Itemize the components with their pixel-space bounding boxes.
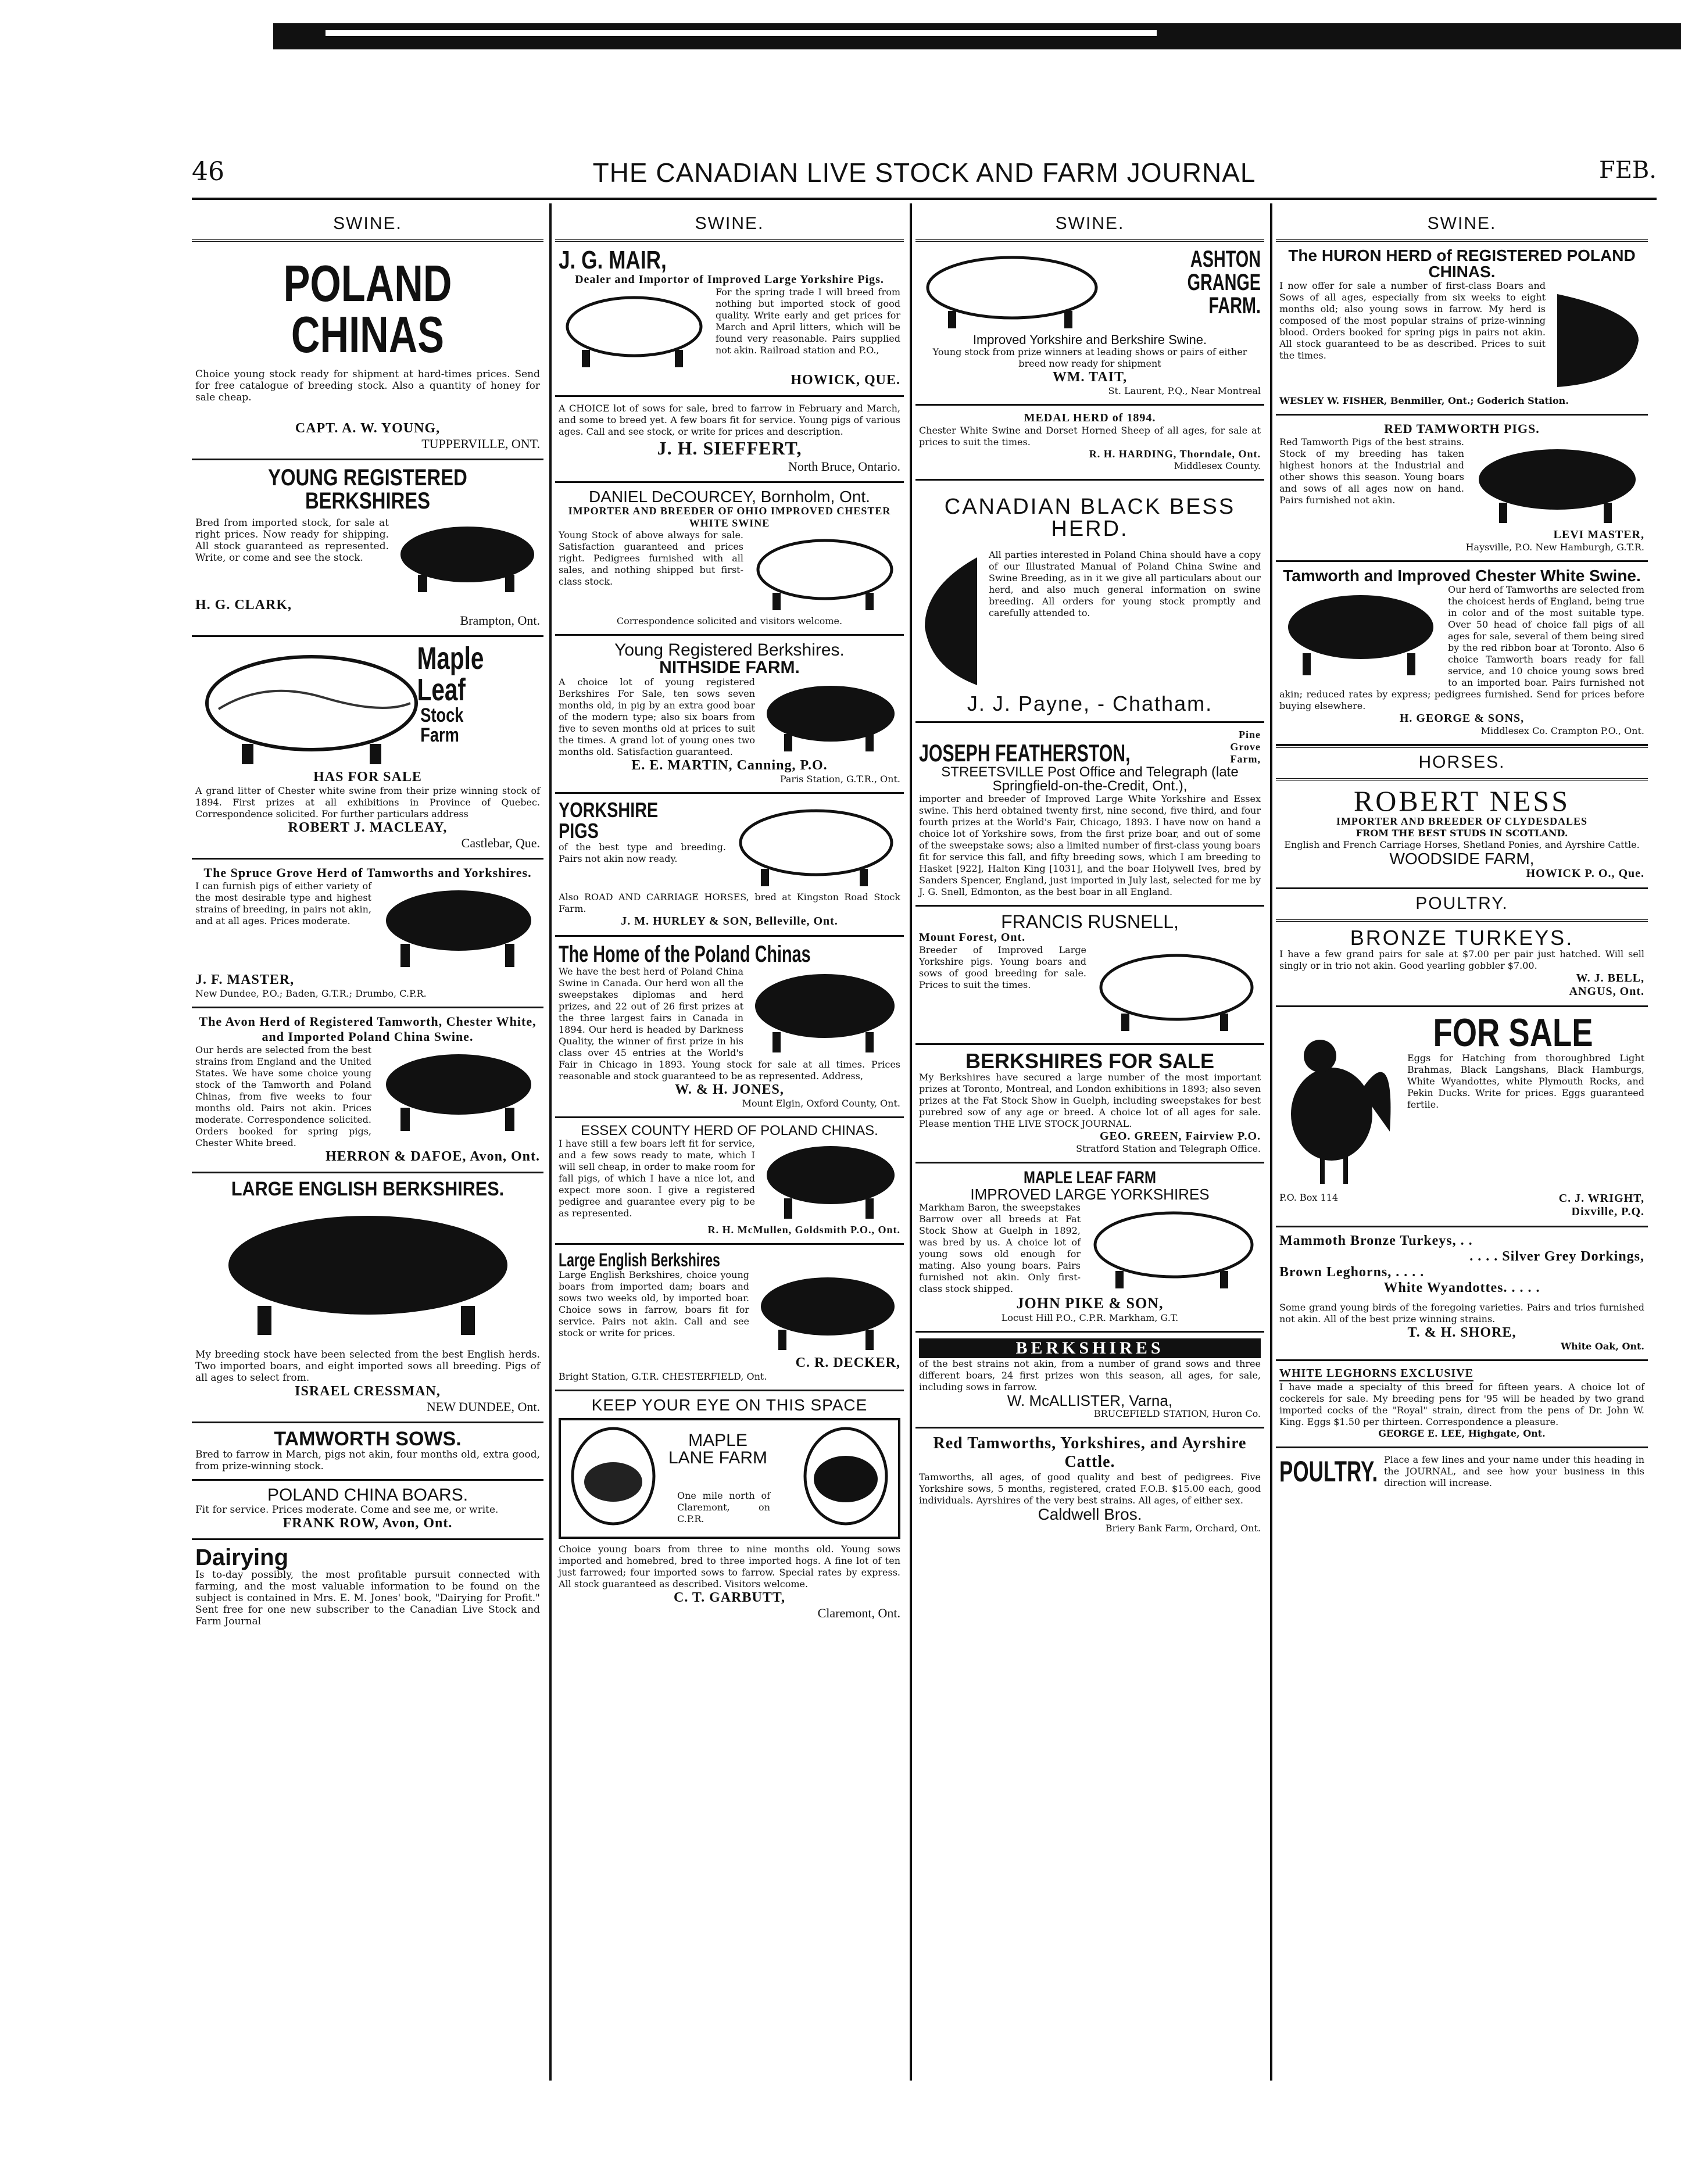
black-pig-illustration — [761, 679, 900, 754]
ad-poultry-space — [1276, 1448, 1648, 1496]
column-rule-1 — [549, 203, 552, 2081]
ad-headline: The Avon Herd of Registered Tamworth, Chester White, and Imported Poland China Swine. — [199, 1014, 537, 1044]
advertiser-name: FRANCIS RUSNELL, — [1001, 911, 1179, 932]
ad-headline: ASHTON GRANGE FARM. — [1187, 246, 1261, 318]
advertiser-name: R. H. HARDING, Thorndale, Ont. — [1089, 448, 1261, 460]
ad-body: I have a few grand pairs for sale at $7.00 per pair just hatched. Will sell singly or in trio not akin. Good yearling gobbler $7.00. — [1279, 948, 1644, 971]
ad-headline: MAPLE LEAF FARM — [1024, 1168, 1156, 1187]
ad-huron-herd — [1276, 242, 1648, 416]
advertiser-name: C. J. WRIGHT, — [1558, 1192, 1644, 1205]
ad-headline: BERKSHIRES FOR SALE — [965, 1049, 1215, 1073]
column-rule-3 — [1270, 203, 1272, 2081]
advertiser-name: J. M. HURLEY & SON, Belleville, Ont. — [621, 915, 838, 928]
column-1 — [192, 209, 543, 2069]
advertiser-place: HOWICK, QUE. — [791, 373, 900, 388]
ad-body: Young Stock of above always for sale. Satisfaction guaranteed and prices right. Pedigrees furnished with all sales, and nothing shipped but first-class stock. — [559, 529, 743, 587]
ad-headline: JOSEPH FEATHERSTON, — [919, 739, 1131, 767]
ad-headline: FOR SALE — [1433, 1011, 1593, 1055]
ad-subhead: STREETSVILLE Post Office and Telegraph (late Springfield-on-the-Credit, Ont.), — [941, 764, 1239, 794]
journal-title: THE CANADIAN LIVE STOCK AND FARM JOURNAL — [592, 157, 1256, 188]
white-pig-illustration — [1086, 1204, 1261, 1291]
black-pig-illustration — [1279, 586, 1442, 679]
advertiser-name: FRANK ROW, Avon, Ont. — [282, 1516, 453, 1531]
round-pig-medallion-right — [799, 1424, 892, 1528]
stock-farm-word: Stock Farm — [420, 704, 464, 746]
maple-lane-emblem — [559, 1418, 900, 1539]
ad-francis-rusnell — [915, 907, 1264, 1045]
ad-body: of the best strains not akin, from a number of grand sows and three different boars, 24 first prizes won this season, all ages, for sale, including sows in farrow. — [919, 1358, 1261, 1392]
ad-headline: The HURON HERD of REGISTERED POLAND CHINAS. — [1288, 246, 1636, 281]
black-pig-illustration — [761, 1140, 900, 1222]
ad-sieffert — [555, 397, 904, 483]
ad-poland-chinas — [192, 242, 543, 460]
ad-headline: TAMWORTH SOWS. — [274, 1428, 462, 1450]
ad-headline: ROBERT NESS — [1353, 785, 1571, 817]
ad-body-2: Also ROAD AND CARRIAGE HORSES, bred at Kingston Road Stock Farm. — [559, 891, 900, 914]
ad-body: Eggs for Hatching from thoroughbred Light Brahmas, Black Langshans, Black Hamburgs, White Wyandottes, white Plymouth Rocks, and Pekin Ducks. Write for prices. Eggs guaranteed fertile. — [1407, 1052, 1644, 1110]
ad-body: Bred from imported stock, for sale at right prices. Now ready for shipping. All stock guaranteed as represented. Write, or come and see the stock. — [195, 517, 389, 564]
black-pig-illustration — [1470, 439, 1644, 526]
advertiser-place: New Dundee, P.O.; Baden, G.T.R.; Drumbo, C.P.R. — [195, 988, 427, 999]
maple-word: Maple — [417, 641, 484, 676]
advertiser-name: W. McALLISTER, Varna, — [1007, 1392, 1173, 1409]
page-header — [192, 157, 1657, 192]
ad-body: We have the best herd of Poland China Swine in Canada. Our herd won all the sweepstakes diplomas and herd prizes, and 22 out of 26 first prizes at the three largest fairs in Canada in 1894. Our herd is headed by Darkness Quality, the winner of first prize in his class over 45 entries at the World's Fair in Chicago in 1893. Young stock for sale at all times. Prices reasonable and stock guaranteed to be as represented. Address, — [559, 966, 900, 1082]
ad-body: Choice young stock ready for shipment at hard-times prices. Send for free catalogue of breeding stock. Also a quantity of honey for sale cheap. — [195, 368, 540, 403]
ad-headline: POULTRY. — [1279, 1455, 1378, 1488]
ad-body: Bred to farrow in March, pigs not akin, four months old, extra good, from prize-winning stock. — [195, 1449, 540, 1472]
ad-footer: Correspondence solicited and visitors welcome. — [616, 615, 843, 626]
advertiser-name: Caldwell Bros. — [1038, 1505, 1142, 1523]
column-3 — [915, 209, 1264, 2069]
ad-maple-leaf-farm — [915, 1163, 1264, 1333]
advertiser-name: W. & H. JONES, — [675, 1082, 784, 1097]
ad-body: A CHOICE lot of sows for sale, bred to farrow in February and March, and some to breed yet. A few boars fit for service. Young pigs of various ages. Call and see stock, or write for prices and description. — [559, 403, 900, 437]
white-pig-illustration — [1092, 947, 1261, 1034]
advertiser-place: Paris Station, G.T.R., Ont. — [779, 774, 900, 785]
advertiser-name: GEORGE E. LEE, Highgate, Ont. — [1378, 1428, 1546, 1439]
ad-white-leghorns — [1276, 1361, 1648, 1448]
ad-body: For the spring trade I will breed from nothing but imported stock of good quality. Write early and get prices for March and April litters, which will be found very reasonable. Pairs supplied not akin. Railroad station and P.O., — [716, 287, 900, 356]
ad-red-tamworth — [1276, 416, 1648, 562]
ad-headline: BRONZE TURKEYS. — [1350, 926, 1574, 950]
ad-body: I can furnish pigs of either variety of the most desirable type and highest strains of breeding, in pairs not akin, and at all ages. Prices moderate. — [195, 880, 371, 926]
ad-headline: J. G. MAIR, — [559, 246, 667, 274]
ad-body: I have made a specialty of this breed for fifteen years. A choice lot of cockerels for sale. My breeding pens for '95 will be headed by two grand imported cocks of the "Royal" strain, direct from the pens of Dr. John W. King. Eggs $1.50 per thirteen. Correspondence a pleasure. — [1279, 1381, 1644, 1427]
ad-young-berkshires — [192, 460, 543, 637]
ad-body: My breeding stock have been selected from the best English herds. Two imported boars, and eight imported sows all breeding. Pigs of all ages to select from. — [195, 1349, 540, 1384]
ad-caldwell-bros — [915, 1428, 1264, 1541]
post-box: P.O. Box 114 — [1279, 1192, 1338, 1203]
ad-maple-lane-farm — [555, 1391, 904, 1628]
advertiser-name: HERRON & DAFOE, Avon, Ont. — [326, 1149, 540, 1164]
advertiser-name: CAPT. A. W. YOUNG, — [295, 421, 441, 436]
ad-berkshires-for-sale — [915, 1045, 1264, 1163]
column-2 — [555, 209, 904, 2069]
ad-body: Our herd of Tamworths are selected from the choicest herds of England, being true in color and of the most suitable type. Over 50 head of choice fall pigs of all ages for sale, several of them being sired by the red ribbon boar at Toronto. Also 6 choice Tamworth boars ready for fall service, and 10 choice young sows bred to an imported boar. Pairs furnished not akin; reduced rates by express; pedigrees furnished. Send for prices before buying elsewhere. — [1279, 584, 1644, 711]
advertiser-name: J. H. SIEFFERT, — [657, 438, 802, 459]
advertiser-place: Middlesex Co. Crampton P.O., Ont. — [1480, 725, 1644, 736]
advertiser-name: C. R. DECKER, — [795, 1355, 900, 1370]
ad-shore-poultry — [1276, 1227, 1648, 1361]
advertiser-place: Bright Station, G.T.R. CHESTERFIELD, Ont. — [559, 1371, 767, 1382]
advertiser-name: T. & H. SHORE, — [1407, 1325, 1517, 1340]
advertiser-name: E. E. MARTIN, Canning, P.O. — [631, 758, 828, 773]
ad-body: importer and breeder of Improved Large White Yorkshire and Essex swine. This herd obtained twenty first, nine second, five third, and four fourth prizes at the World's Fair, Chicago, 1893. I have now on hand a choice lot of Yorkshire sows, from the first prize boar, and out of some of the sweepstake sows; also a limited number of first-class young boars fit for service this fall, and fifty breeding sows, which I am breeding to Hasket [922], Halton King [1031], and the boar Holywell Ives, bred by Sanders Spencer, England, just imported in July last, selected for me by J. G. Snell, Edmonton, as the best boar in all England. — [919, 793, 1261, 897]
advertiser-place: Dixville, P.Q. — [1571, 1205, 1644, 1218]
ad-ashton-grange — [915, 242, 1264, 406]
ad-subhead: IMPORTER AND BREEDER OF CLYDESDALES — [1336, 815, 1588, 827]
advertiser-place: TUPPERVILLE, ONT. — [421, 436, 540, 451]
advertiser-place: NEW DUNDEE, Ont. — [426, 1399, 540, 1414]
advertiser-name: J. F. MASTER, — [195, 972, 295, 987]
ad-subhead: Improved Yorkshire and Berkshire Swine. — [972, 332, 1207, 347]
black-pig-illustration — [377, 1047, 540, 1134]
advertiser-place: Briery Bank Farm, Orchard, Ont. — [1105, 1523, 1261, 1534]
advertiser-name: W. J. BELL, — [1576, 972, 1644, 984]
ad-mcallister-berkshires — [915, 1333, 1264, 1428]
ad-line-4: White Wyandottes. . . . . — [1383, 1280, 1540, 1295]
ad-headline: RED TAMWORTH PIGS. — [1384, 421, 1540, 436]
advertiser-place: Castlebar, Que. — [461, 836, 540, 850]
black-pig-illustration — [395, 520, 540, 595]
ad-headline: Large English Berkshires — [559, 1249, 720, 1270]
ad-headline: POLAND CHINA BOARS. — [267, 1485, 468, 1505]
ad-body: I have still a few boars left fit for service, and a few sows ready to mate, which I will sell cheap, in order to make room for fall pigs, of which I have a nice lot, and expect more soon. I give a registered pedigree and guarantee every pig to be as represented. — [559, 1138, 755, 1219]
ad-line-3: Brown Leghorns, . . . . — [1279, 1265, 1425, 1280]
ad-headline: Dairying — [195, 1545, 289, 1570]
issue-month: FEB. — [1598, 157, 1657, 184]
ad-headline: BERKSHIRES — [919, 1338, 1261, 1358]
ad-subhead-2: FROM THE BEST STUDS IN SCOTLAND. — [1355, 828, 1568, 839]
white-pig-illustration — [749, 532, 900, 613]
ad-subhead: NITHSIDE FARM. — [659, 658, 800, 677]
black-pig-illustration — [749, 968, 900, 1055]
advertiser-place: White Oak, Ont. — [1561, 1341, 1644, 1352]
ad-body: of the best type and breeding. Pairs not akin now ready. — [559, 842, 726, 864]
ad-headline: KEEP YOUR EYE ON THIS SPACE — [591, 1396, 868, 1414]
ad-robert-ness — [1276, 780, 1648, 889]
ad-headline: WHITE LEGHORNS EXCLUSIVE — [1279, 1367, 1473, 1381]
ad-featherston — [915, 723, 1264, 907]
black-pig-illustration — [205, 1207, 531, 1341]
ad-headline: YORKSHIRE PIGS — [559, 798, 659, 843]
advertiser-place: BRUCEFIELD STATION, Huron Co. — [1093, 1408, 1261, 1419]
ad-headline: The Home of the Poland Chinas — [559, 941, 811, 967]
ad-decourcey — [555, 483, 904, 636]
advertiser-place: ANGUS, Ont. — [1569, 985, 1644, 998]
section-title-horses: HORSES. — [1276, 746, 1648, 780]
ad-headline: Tamworth and Improved Chester White Swine. — [1283, 567, 1641, 585]
ad-body: All parties interested in Poland China should have a copy of our Illustrated Manual of Poland China Swine and Swine Breeding, as in it we give all particulars about our herd, and also much general information on swine breeding. All orders for young stock promptly and carefully attended to. — [989, 549, 1261, 618]
column-title: SWINE. — [915, 209, 1264, 242]
ad-avon-herd — [192, 1008, 543, 1173]
ad-nithside-farm — [555, 636, 904, 794]
ad-medal-herd — [915, 406, 1264, 481]
advertiser-place: St. Laurent, P.Q., Near Montreal — [1108, 385, 1261, 396]
ad-body: Breeder of Improved Large Yorkshire pigs. Young boars and sows of good breeding for sale. Prices to suit the times. — [919, 944, 1086, 990]
ad-body: Large English Berkshires, choice young boars from imported dam; boars and sows two weeks old, by imported boar. Choice sows in farrow, boars fit for service. Pairs not akin. Call and see stock or write for prices. — [559, 1269, 749, 1338]
top-bar-gap — [326, 30, 1157, 36]
advertiser-name: WOODSIDE FARM, — [1389, 850, 1535, 868]
column-rule-2 — [910, 203, 912, 2081]
ad-headline: ESSEX COUNTY HERD OF POLAND CHINAS. — [581, 1123, 878, 1138]
header-rule — [192, 198, 1657, 200]
ad-headline: Red Tamworths, Yorkshires, and Ayrshire Cattle. — [933, 1434, 1247, 1471]
black-pig-illustration — [377, 883, 540, 970]
ad-headline: CANADIAN BLACK BESS HERD. — [944, 495, 1236, 541]
ad-body: Some grand young birds of the foregoing varieties. Pairs and trios furnished not akin. All of the best prize winning strains. — [1279, 1302, 1644, 1324]
ad-body: I now offer for sale a number of first-class Boars and Sows of all ages, especially from six weeks to eight months old; also young sows in farrow. My herd is composed of the most popular strains of prize-winning blood. Orders booked for spring pigs in pairs not akin. All stock guaranteed to be as described. Prices to suit the times. — [1279, 280, 1546, 361]
ad-line-1: Mammoth Bronze Turkeys, . . — [1279, 1233, 1473, 1248]
advertiser-place: Mount Elgin, Oxford County, Ont. — [742, 1098, 900, 1109]
ad-home-of-poland-chinas — [555, 937, 904, 1118]
column-title: SWINE. — [555, 209, 904, 242]
advertiser-name: ROBERT J. MACLEAY, — [288, 820, 448, 835]
ad-body: Our herds are selected from the best strains from England and the United States. We have some choice young stock of the Tamworth and Poland Chinas, from five weeks to four months old. Pairs not akin. Prices moderate. Correspondence solicited. Orders booked for spring pigs, Chester White breed. — [195, 1044, 371, 1148]
column-title: SWINE. — [192, 209, 543, 242]
ad-subhead: IMPORTER AND BREEDER OF OHIO IMPROVED CHESTER WHITE SWINE — [568, 505, 891, 529]
advertiser-place: Stratford Station and Telegraph Office. — [1076, 1143, 1261, 1154]
black-pig-head-illustration — [919, 552, 983, 691]
ad-body: Place a few lines and your name under this heading in the JOURNAL, and see how your business in this direction will increase. — [1384, 1454, 1644, 1488]
advertiser-place: Brampton, Ont. — [460, 613, 540, 628]
white-pig-illustration — [559, 289, 710, 370]
advertiser-place: Locust Hill P.O., C.P.R. Markham, G.T. — [1001, 1312, 1179, 1323]
section-title-poultry: POULTRY. — [1276, 889, 1648, 922]
advertiser-name: ISRAEL CRESSMAN, — [295, 1384, 441, 1399]
advertiser-name: WM. TAIT, — [1052, 370, 1128, 385]
leaf-word: Leaf — [417, 672, 466, 707]
ad-headline: Young Registered Berkshires. — [614, 640, 845, 660]
ad-body: A grand litter of Chester white swine from their prize winning stock of 1894. First prizes at all exhibitions in Province of Quebec. Correspondence solicited. For further particulars address — [195, 785, 540, 819]
ad-body: A choice lot of young registered Berkshires For Sale, ten sows seven months old, in pig by an extra good boar of the modern type; also six boars from five to seven months old at prices to suit the times. A grand lot of young ones two months old. Satisfaction guaranteed. — [559, 676, 755, 757]
ad-body: Tamworths, all ages, of good quality and best of pedigrees. Five Yorkshire sows, 5 months, registered, crated F.O.B. $15.00 each, good individuals. Ayrshires of the very best strains. All ages, of either sex. — [919, 1471, 1261, 1506]
ad-body: Is to-day possibly, the most profitable pursuit connected with farming, and the most valuable information to be found on the subject is contained in Mrs. E. M. Jones' book, "Dairying for Profit." Sent free for one new subscriber to the Canadian Live Stock and Farm Journal — [195, 1569, 540, 1627]
ad-maple-leaf-stock-farm — [192, 637, 543, 860]
ad-yorkshire-pigs — [555, 794, 904, 937]
advertiser-name: GEO. GREEN, Fairview P.O. — [1099, 1130, 1261, 1143]
ad-tamworth-chester — [1276, 562, 1648, 746]
ad-tamworth-sows — [192, 1423, 543, 1481]
ad-body: English and French Carriage Horses, Shetland Ponies, and Ayrshire Cattle. — [1284, 839, 1640, 850]
column-title: SWINE. — [1276, 209, 1648, 242]
farm-location: One mile north of Claremont, on C.P.R. — [677, 1490, 770, 1524]
ad-body: My Berkshires have secured a large number of the most important prizes at Toronto, Montreal, and London exhibitions in 1893; also seven prizes at the Fat Stock Show in Guelph, including sweepstakes for best purebred sow of any age or breed. A choice lot of all ages for sale. Please mention THE LIVE STOCK JOURNAL. — [919, 1072, 1261, 1129]
ad-subhead: Dealer and Importor of Improved Large Yorkshire Pigs. — [575, 273, 884, 286]
advertiser-name: LEVI MASTER, — [1553, 528, 1644, 541]
advertiser-name: C. T. GARBUTT, — [673, 1590, 786, 1605]
ad-spruce-grove — [192, 860, 543, 1008]
advertiser-name: H. GEORGE & SONS, — [1399, 712, 1525, 725]
page-number: 46 — [192, 157, 224, 187]
ad-large-english-berkshires — [192, 1173, 543, 1423]
advertiser-name: H. G. CLARK, — [195, 597, 292, 613]
advertiser-name: J. J. Payne, - Chatham. — [967, 692, 1213, 715]
ad-body: Chester White Swine and Dorset Horned Sheep of all ages, for sale at prices to suit the times. — [919, 425, 1261, 447]
ad-body: Red Tamworth Pigs of the best strains. Stock of my breeding has taken highest honors at the Industrial and other shows this season. Young boars and sows of all ages now on hand. Pairs furnished not akin. — [1279, 436, 1464, 506]
ad-subhead: HAS FOR SALE — [313, 769, 422, 785]
advertiser-place: North Bruce, Ontario. — [788, 459, 900, 474]
farm-name: MAPLE LANE FARM — [668, 1431, 768, 1467]
ad-headline: DANIEL DeCOURCEY, Bornholm, Ont. — [589, 488, 870, 506]
column-4 — [1276, 209, 1648, 2069]
ad-decker-berkshires — [555, 1245, 904, 1391]
ad-headline: The Spruce Grove Herd of Tamworths and Yorkshires. — [203, 865, 532, 880]
ad-subhead: IMPROVED LARGE YORKSHIRES — [970, 1186, 1210, 1203]
advertiser-place: HOWICK P. O., Que. — [1526, 867, 1644, 880]
ad-line-2: . . . . Silver Grey Dorkings, — [1469, 1249, 1644, 1264]
ad-headline: YOUNG REGISTERED BERKSHIRES — [268, 465, 467, 514]
farm-name: Pine Grove Farm, — [1230, 729, 1261, 765]
ad-poland-china-boars — [192, 1481, 543, 1540]
black-pig-illustration — [755, 1272, 900, 1353]
ad-bronze-turkeys — [1276, 922, 1648, 1007]
ad-body: Choice young boars from three to nine months old. Young sows imported and homebred, bred to three imported hogs. A fine lot of ten just farrowed; four imported sows to farrow. Special rates by express. All stock guaranteed as described. Visitors welcome. — [559, 1544, 900, 1589]
ad-dairying — [192, 1540, 543, 1634]
advertiser-name: R. H. McMullen, Goldsmith P.O., Ont. — [707, 1224, 900, 1236]
advertiser-place: Mount Forest, Ont. — [919, 931, 1026, 944]
advertiser-place: Claremont, Ont. — [817, 1606, 900, 1620]
ad-body: Fit for service. Prices moderate. Come and see me, or write. — [195, 1504, 499, 1516]
ad-essex-county — [555, 1118, 904, 1245]
advertiser-place: Haysville, P.O. New Hamburgh, G.T.R. — [1465, 542, 1644, 553]
ad-headline: MEDAL HERD of 1894. — [1024, 411, 1156, 424]
advertiser-place: Middlesex County. — [1174, 460, 1261, 471]
ad-for-sale-eggs — [1276, 1007, 1648, 1227]
round-pig-medallion-left — [567, 1424, 660, 1528]
ad-headline: LARGE ENGLISH BERKSHIRES. — [231, 1178, 505, 1200]
ad-body: Markham Baron, the sweepstakes Barrow over all breeds at Fat Stock Show at Guelph in 1892, was bred by us. A choice lot of young sows old enough for mating. Also young boars. Pairs furnished not akin. Only first-class stock shipped. — [919, 1202, 1081, 1294]
black-pig-head-illustration — [1551, 282, 1644, 393]
advertiser-name: WESLEY W. FISHER, Benmiller, Ont.; Goderich Station. — [1279, 395, 1569, 406]
ad-headline: POLAND CHINAS — [283, 255, 452, 363]
ad-black-bess-herd — [915, 481, 1264, 723]
top-black-bar — [273, 23, 1681, 49]
ad-body: Young stock from prize winners at leading shows or pairs of either breed now ready for shipment — [932, 346, 1247, 369]
advertiser-name: JOHN PIKE & SON, — [1016, 1295, 1164, 1312]
ad-j-g-mair — [555, 242, 904, 397]
